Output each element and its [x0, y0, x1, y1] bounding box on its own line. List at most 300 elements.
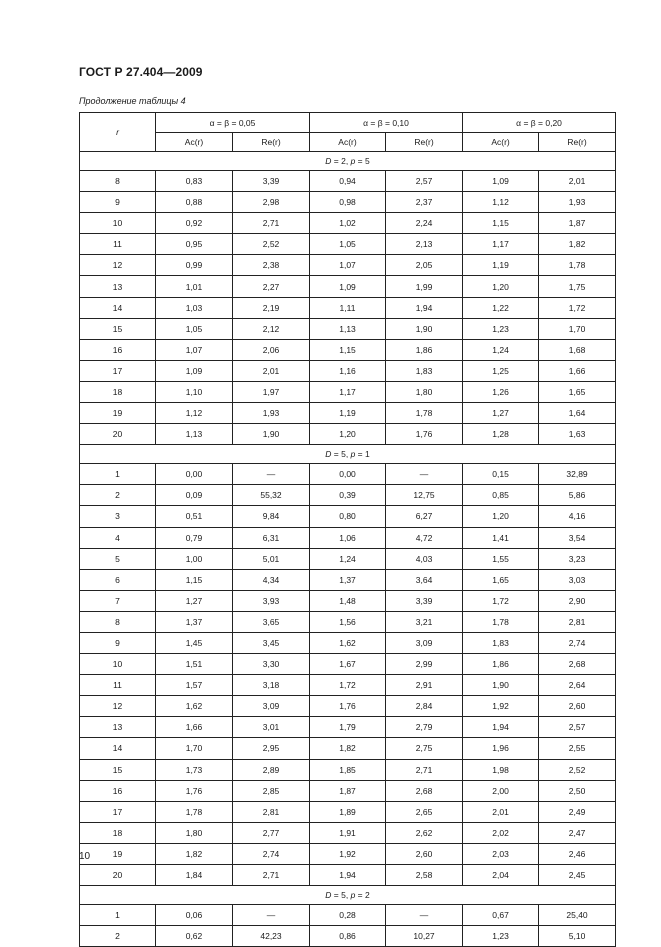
value-cell: 0,88: [156, 192, 233, 213]
value-cell: 3,18: [233, 675, 310, 696]
section-header-row: [80, 886, 616, 905]
group-header-005: α = β = 0,05: [156, 113, 310, 133]
value-cell: 6,31: [233, 527, 310, 548]
value-cell: 1,07: [310, 255, 386, 276]
value-cell: 1,80: [156, 822, 233, 843]
r-cell: 8: [80, 611, 156, 632]
value-cell: 12,75: [386, 485, 463, 506]
value-cell: 3,45: [233, 632, 310, 653]
page-number: 10: [79, 851, 91, 862]
value-cell: 0,00: [156, 464, 233, 485]
value-cell: 2,99: [386, 654, 463, 675]
value-cell: —: [386, 905, 463, 926]
value-cell: 1,03: [156, 297, 233, 318]
value-cell: 1,76: [156, 780, 233, 801]
section-title: D = 5, p = 2: [80, 886, 616, 905]
r-column-header: r: [80, 113, 156, 152]
value-cell: 2,19: [233, 297, 310, 318]
value-cell: 1,82: [156, 843, 233, 864]
value-cell: 2,81: [233, 801, 310, 822]
value-cell: 1,51: [156, 654, 233, 675]
value-cell: 2,46: [539, 843, 616, 864]
table-row: [80, 213, 616, 234]
subheader-ac: Ac(r): [310, 133, 386, 152]
value-cell: 0,92: [156, 213, 233, 234]
value-cell: 2,98: [233, 192, 310, 213]
value-cell: 1,19: [310, 403, 386, 424]
table-row: [80, 360, 616, 381]
value-cell: —: [386, 464, 463, 485]
value-cell: 5,01: [233, 548, 310, 569]
value-cell: 1,00: [156, 548, 233, 569]
value-cell: 32,89: [539, 464, 616, 485]
r-cell: 18: [80, 381, 156, 402]
table-row: [80, 318, 616, 339]
value-cell: 1,15: [310, 339, 386, 360]
table-caption: Продолжение таблицы 4: [79, 96, 186, 106]
subheader-ac: Ac(r): [463, 133, 539, 152]
value-cell: 2,68: [539, 654, 616, 675]
value-cell: 2,60: [386, 843, 463, 864]
value-cell: 1,23: [463, 926, 539, 947]
value-cell: 1,68: [539, 339, 616, 360]
r-cell: 5: [80, 548, 156, 569]
value-cell: 1,99: [386, 276, 463, 297]
value-cell: 1,24: [463, 339, 539, 360]
value-cell: 0,98: [310, 192, 386, 213]
r-cell: 17: [80, 360, 156, 381]
value-cell: 10,27: [386, 926, 463, 947]
data-table: [79, 112, 616, 947]
value-cell: 1,05: [310, 234, 386, 255]
value-cell: 1,48: [310, 590, 386, 611]
value-cell: 25,40: [539, 905, 616, 926]
r-cell: 11: [80, 234, 156, 255]
value-cell: 2,52: [233, 234, 310, 255]
value-cell: 2,37: [386, 192, 463, 213]
r-cell: 6: [80, 569, 156, 590]
value-cell: 1,94: [463, 717, 539, 738]
section-header-row: [80, 445, 616, 464]
value-cell: 0,86: [310, 926, 386, 947]
value-cell: 3,93: [233, 590, 310, 611]
table-row: [80, 485, 616, 506]
value-cell: 1,78: [539, 255, 616, 276]
value-cell: 0,06: [156, 905, 233, 926]
value-cell: 5,86: [539, 485, 616, 506]
value-cell: 1,06: [310, 527, 386, 548]
value-cell: 2,74: [233, 843, 310, 864]
value-cell: 42,23: [233, 926, 310, 947]
value-cell: 1,17: [310, 381, 386, 402]
value-cell: 1,94: [386, 297, 463, 318]
value-cell: 1,86: [386, 339, 463, 360]
value-cell: 1,57: [156, 675, 233, 696]
table-row: [80, 276, 616, 297]
value-cell: 4,16: [539, 506, 616, 527]
value-cell: 1,13: [156, 424, 233, 445]
value-cell: 0,39: [310, 485, 386, 506]
r-cell: 15: [80, 318, 156, 339]
value-cell: 1,93: [233, 403, 310, 424]
value-cell: 1,92: [310, 843, 386, 864]
value-cell: 1,11: [310, 297, 386, 318]
value-cell: 2,24: [386, 213, 463, 234]
value-cell: 1,01: [156, 276, 233, 297]
value-cell: 2,65: [386, 801, 463, 822]
value-cell: 2,71: [233, 213, 310, 234]
value-cell: 2,90: [539, 590, 616, 611]
value-cell: 1,94: [310, 865, 386, 886]
value-cell: 2,06: [233, 339, 310, 360]
value-cell: 1,83: [463, 632, 539, 653]
value-cell: 1,12: [463, 192, 539, 213]
value-cell: 1,26: [463, 381, 539, 402]
value-cell: 1,37: [156, 611, 233, 632]
r-cell: 10: [80, 654, 156, 675]
table-row: [80, 738, 616, 759]
r-cell: 15: [80, 759, 156, 780]
value-cell: 1,09: [156, 360, 233, 381]
table-row: [80, 234, 616, 255]
value-cell: 2,71: [233, 865, 310, 886]
r-cell: 18: [80, 822, 156, 843]
value-cell: 0,67: [463, 905, 539, 926]
value-cell: 2,55: [539, 738, 616, 759]
value-cell: 1,16: [310, 360, 386, 381]
value-cell: 2,05: [386, 255, 463, 276]
value-cell: 3,09: [233, 696, 310, 717]
table-row: [80, 464, 616, 485]
r-cell: 16: [80, 780, 156, 801]
value-cell: 2,58: [386, 865, 463, 886]
table-row: [80, 548, 616, 569]
value-cell: 1,72: [310, 675, 386, 696]
value-cell: 3,03: [539, 569, 616, 590]
value-cell: 2,01: [539, 171, 616, 192]
value-cell: 2,62: [386, 822, 463, 843]
value-cell: 1,25: [463, 360, 539, 381]
value-cell: 1,02: [310, 213, 386, 234]
value-cell: 0,62: [156, 926, 233, 947]
value-cell: 3,23: [539, 548, 616, 569]
value-cell: 1,17: [463, 234, 539, 255]
value-cell: 1,15: [463, 213, 539, 234]
value-cell: 2,57: [539, 717, 616, 738]
value-cell: 2,91: [386, 675, 463, 696]
value-cell: 2,52: [539, 759, 616, 780]
r-cell: 14: [80, 297, 156, 318]
table-row: [80, 339, 616, 360]
table-row: [80, 506, 616, 527]
value-cell: 2,13: [386, 234, 463, 255]
value-cell: 1,64: [539, 403, 616, 424]
table-row: [80, 632, 616, 653]
value-cell: 0,15: [463, 464, 539, 485]
subheader-re: Re(r): [233, 133, 310, 152]
value-cell: 1,12: [156, 403, 233, 424]
value-cell: 2,00: [463, 780, 539, 801]
value-cell: 1,90: [463, 675, 539, 696]
value-cell: 5,10: [539, 926, 616, 947]
value-cell: 3,64: [386, 569, 463, 590]
value-cell: 1,93: [539, 192, 616, 213]
value-cell: 1,70: [156, 738, 233, 759]
value-cell: 3,65: [233, 611, 310, 632]
r-cell: 13: [80, 276, 156, 297]
r-cell: 17: [80, 801, 156, 822]
value-cell: 1,70: [539, 318, 616, 339]
value-cell: 1,20: [463, 506, 539, 527]
table-row: [80, 527, 616, 548]
value-cell: 1,91: [310, 822, 386, 843]
value-cell: 1,82: [310, 738, 386, 759]
table-row: [80, 905, 616, 926]
value-cell: 3,21: [386, 611, 463, 632]
value-cell: 1,96: [463, 738, 539, 759]
table-row: [80, 780, 616, 801]
value-cell: —: [233, 905, 310, 926]
table-row: [80, 192, 616, 213]
value-cell: 1,37: [310, 569, 386, 590]
value-cell: 2,04: [463, 865, 539, 886]
value-cell: 1,15: [156, 569, 233, 590]
value-cell: 1,62: [310, 632, 386, 653]
table-row: [80, 822, 616, 843]
value-cell: 2,49: [539, 801, 616, 822]
value-cell: 1,65: [463, 569, 539, 590]
value-cell: 1,13: [310, 318, 386, 339]
value-cell: 1,19: [463, 255, 539, 276]
value-cell: 3,39: [233, 171, 310, 192]
value-cell: 0,00: [310, 464, 386, 485]
table-row: [80, 611, 616, 632]
value-cell: 2,01: [233, 360, 310, 381]
value-cell: 0,80: [310, 506, 386, 527]
value-cell: 1,45: [156, 632, 233, 653]
r-cell: 1: [80, 464, 156, 485]
value-cell: 0,94: [310, 171, 386, 192]
table-row: [80, 255, 616, 276]
value-cell: 2,75: [386, 738, 463, 759]
value-cell: 1,63: [539, 424, 616, 445]
value-cell: 2,57: [386, 171, 463, 192]
value-cell: 2,02: [463, 822, 539, 843]
value-cell: 2,12: [233, 318, 310, 339]
value-cell: 1,78: [463, 611, 539, 632]
value-cell: 2,60: [539, 696, 616, 717]
value-cell: 55,32: [233, 485, 310, 506]
value-cell: 0,95: [156, 234, 233, 255]
value-cell: 1,66: [539, 360, 616, 381]
r-cell: 16: [80, 339, 156, 360]
value-cell: 1,98: [463, 759, 539, 780]
value-cell: 1,10: [156, 381, 233, 402]
value-cell: 1,76: [310, 696, 386, 717]
r-cell: 12: [80, 696, 156, 717]
value-cell: 1,86: [463, 654, 539, 675]
subheader-re: Re(r): [539, 133, 616, 152]
r-cell: 3: [80, 506, 156, 527]
value-cell: 1,83: [386, 360, 463, 381]
value-cell: 1,56: [310, 611, 386, 632]
r-cell: 20: [80, 424, 156, 445]
table-row: [80, 759, 616, 780]
r-cell: 2: [80, 926, 156, 947]
value-cell: 4,03: [386, 548, 463, 569]
section-header-row: [80, 152, 616, 171]
value-cell: 2,85: [233, 780, 310, 801]
table-row: [80, 843, 616, 864]
r-cell: 20: [80, 865, 156, 886]
value-cell: 2,50: [539, 780, 616, 801]
table-row: [80, 403, 616, 424]
table-row: [80, 654, 616, 675]
value-cell: 4,34: [233, 569, 310, 590]
table-row: [80, 801, 616, 822]
value-cell: 2,64: [539, 675, 616, 696]
value-cell: 1,09: [310, 276, 386, 297]
section-title: D = 2, p = 5: [80, 152, 616, 171]
value-cell: 0,83: [156, 171, 233, 192]
value-cell: 1,90: [386, 318, 463, 339]
value-cell: 0,51: [156, 506, 233, 527]
value-cell: 2,95: [233, 738, 310, 759]
value-cell: 1,87: [539, 213, 616, 234]
r-cell: 9: [80, 192, 156, 213]
value-cell: 2,68: [386, 780, 463, 801]
value-cell: 0,09: [156, 485, 233, 506]
value-cell: 1,67: [310, 654, 386, 675]
value-cell: 1,72: [463, 590, 539, 611]
value-cell: 1,20: [310, 424, 386, 445]
value-cell: 1,24: [310, 548, 386, 569]
value-cell: 2,38: [233, 255, 310, 276]
value-cell: 1,55: [463, 548, 539, 569]
table-row: [80, 381, 616, 402]
value-cell: 2,01: [463, 801, 539, 822]
value-cell: 2,79: [386, 717, 463, 738]
value-cell: —: [233, 464, 310, 485]
value-cell: 1,79: [310, 717, 386, 738]
table-row: [80, 717, 616, 738]
value-cell: 2,89: [233, 759, 310, 780]
value-cell: 2,27: [233, 276, 310, 297]
value-cell: 1,22: [463, 297, 539, 318]
r-cell: 10: [80, 213, 156, 234]
value-cell: 1,80: [386, 381, 463, 402]
value-cell: 1,23: [463, 318, 539, 339]
value-cell: 0,79: [156, 527, 233, 548]
value-cell: 1,28: [463, 424, 539, 445]
value-cell: 1,09: [463, 171, 539, 192]
r-cell: 2: [80, 485, 156, 506]
value-cell: 1,65: [539, 381, 616, 402]
r-cell: 13: [80, 717, 156, 738]
value-cell: 1,66: [156, 717, 233, 738]
value-cell: 3,39: [386, 590, 463, 611]
value-cell: 3,30: [233, 654, 310, 675]
subheader-ac: Ac(r): [156, 133, 233, 152]
value-cell: 2,84: [386, 696, 463, 717]
value-cell: 6,27: [386, 506, 463, 527]
value-cell: 9,84: [233, 506, 310, 527]
table-body: [80, 152, 616, 947]
r-cell: 11: [80, 675, 156, 696]
table-row: [80, 590, 616, 611]
document-title: ГОСТ Р 27.404—2009: [79, 65, 203, 79]
value-cell: 1,27: [463, 403, 539, 424]
value-cell: 0,28: [310, 905, 386, 926]
group-header-020: α = β = 0,20: [463, 113, 616, 133]
value-cell: 0,85: [463, 485, 539, 506]
r-cell: 8: [80, 171, 156, 192]
value-cell: 1,76: [386, 424, 463, 445]
value-cell: 0,99: [156, 255, 233, 276]
r-cell: 1: [80, 905, 156, 926]
value-cell: 2,81: [539, 611, 616, 632]
value-cell: 1,27: [156, 590, 233, 611]
value-cell: 2,71: [386, 759, 463, 780]
value-cell: 3,01: [233, 717, 310, 738]
group-header-010: α = β = 0,10: [310, 113, 463, 133]
table-row: [80, 865, 616, 886]
value-cell: 1,05: [156, 318, 233, 339]
value-cell: 1,89: [310, 801, 386, 822]
value-cell: 2,03: [463, 843, 539, 864]
value-cell: 2,77: [233, 822, 310, 843]
value-cell: 1,73: [156, 759, 233, 780]
r-cell: 12: [80, 255, 156, 276]
value-cell: 3,09: [386, 632, 463, 653]
r-cell: 4: [80, 527, 156, 548]
value-cell: 1,75: [539, 276, 616, 297]
table-row: [80, 569, 616, 590]
table-row: [80, 675, 616, 696]
value-cell: 1,85: [310, 759, 386, 780]
value-cell: 1,20: [463, 276, 539, 297]
value-cell: 1,78: [156, 801, 233, 822]
table-row: [80, 424, 616, 445]
table-row: [80, 297, 616, 318]
r-cell: 19: [80, 403, 156, 424]
value-cell: 1,82: [539, 234, 616, 255]
section-title: D = 5, p = 1: [80, 445, 616, 464]
value-cell: 1,90: [233, 424, 310, 445]
value-cell: 1,07: [156, 339, 233, 360]
value-cell: 1,87: [310, 780, 386, 801]
table-row: [80, 926, 616, 947]
value-cell: 2,74: [539, 632, 616, 653]
value-cell: 3,54: [539, 527, 616, 548]
value-cell: 2,45: [539, 865, 616, 886]
value-cell: 4,72: [386, 527, 463, 548]
value-cell: 1,78: [386, 403, 463, 424]
table-row: [80, 171, 616, 192]
r-cell: 19: [80, 843, 156, 864]
value-cell: 1,41: [463, 527, 539, 548]
value-cell: 2,47: [539, 822, 616, 843]
r-cell: 7: [80, 590, 156, 611]
value-cell: 1,97: [233, 381, 310, 402]
table-row: [80, 696, 616, 717]
value-cell: 1,72: [539, 297, 616, 318]
subheader-re: Re(r): [386, 133, 463, 152]
value-cell: 1,84: [156, 865, 233, 886]
r-cell: 14: [80, 738, 156, 759]
value-cell: 1,62: [156, 696, 233, 717]
r-cell: 9: [80, 632, 156, 653]
